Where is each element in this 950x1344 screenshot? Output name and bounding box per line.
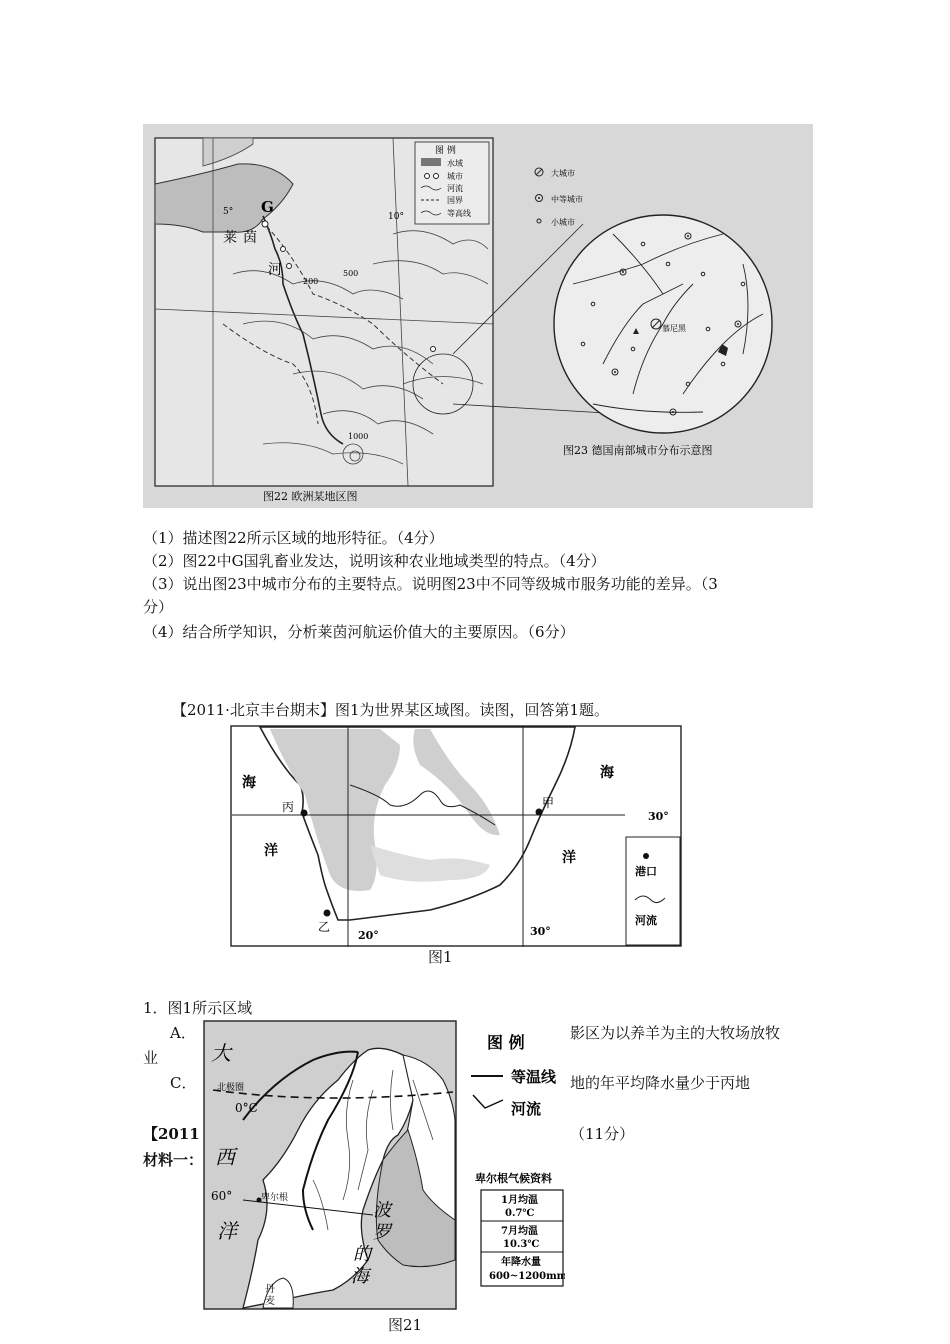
lon-30-label: 30°: [530, 925, 551, 938]
figure-1: [230, 725, 682, 949]
contour-label-200: 200: [303, 277, 319, 286]
fig23-legend-medium: 中等城市: [551, 195, 583, 204]
fig21-label-de: 的: [353, 1244, 371, 1265]
q1-optC-start: C．: [170, 1074, 197, 1092]
fig21-label-xi: 西: [215, 1145, 235, 1169]
fig23-caption: 图23 德国南部城市分布示意图: [563, 444, 713, 457]
climate-precip-label: 年降水量: [501, 1257, 541, 1268]
climate-jan-value: 0.7℃: [505, 1208, 535, 1219]
question-1: （1）描述图22所示区域的地形特征。（4分）: [143, 529, 444, 547]
figure-21: [203, 1020, 565, 1310]
climate-jan-label: 1月均温: [501, 1195, 538, 1206]
q1-optA-end: 影区为以养羊为主的大牧场放牧: [570, 1024, 781, 1042]
figure-21-map: [203, 1020, 565, 1310]
contour-label-500: 500: [343, 269, 359, 278]
sea-label-right: 海: [600, 765, 614, 781]
fig21-label-dan: 丹: [265, 1284, 275, 1295]
contour-label-1000: 1000: [348, 432, 369, 441]
climate-jul-value: 10.3℃: [503, 1239, 540, 1250]
intro-text: 【2011·北京丰台期末】图1为世界某区域图。读图，回答第1题。: [172, 701, 610, 719]
fig21-label-zero: 0°C: [235, 1101, 258, 1115]
fig21-legend-river: 河流: [511, 1100, 542, 1118]
figure-1-map: [230, 725, 682, 949]
question-2: （2）图22中G国乳畜业发达，说明该种农业地域类型的特点。（4分）: [143, 552, 606, 570]
q1-optA-cont: 业: [143, 1049, 159, 1067]
fig21-legend-isotherm: 等温线: [511, 1068, 557, 1086]
ocean-label-right: 洋: [562, 850, 576, 866]
fig21-legend-title: 图 例: [487, 1033, 525, 1052]
q2-score: （11分）: [570, 1125, 635, 1143]
rhine-char-2: 茵: [243, 230, 257, 246]
sea-label-left: 海: [242, 775, 256, 791]
fig21-label-hai: 海: [351, 1266, 369, 1287]
climate-jul-label: 7月均温: [501, 1226, 538, 1237]
q1-optA-start: A．: [170, 1024, 196, 1042]
fig22-legend-title: 图 例: [435, 146, 456, 156]
fig21-label-mai: 麦: [265, 1296, 275, 1307]
fig22-legend-contour: 等高线: [447, 209, 471, 218]
fig21-label-bo: 波: [373, 1200, 391, 1221]
question-4: （4）结合所学知识，分析莱茵河航运价值大的主要原因。（6分）: [143, 623, 575, 641]
question-3: （3）说出图23中城市分布的主要特点。说明图23中不同等级城市服务功能的差异。（3: [143, 575, 718, 593]
ocean-label-left: 洋: [264, 843, 278, 859]
fig23-legend-small: 小城市: [551, 218, 575, 227]
climate-title: 卑尔根气候资料: [475, 1172, 552, 1185]
port-yi-label: 乙: [318, 920, 331, 934]
lat-30-label: 30°: [648, 810, 669, 823]
fig22-legend-river: 河流: [447, 184, 463, 193]
figure-22-23-map: [143, 124, 813, 508]
figure-22-23: [143, 124, 813, 508]
lon-10-label: 10°: [388, 212, 404, 222]
fig22-caption: 图22 欧洲某地区图: [263, 490, 358, 503]
rhine-char-1: 莱: [223, 230, 237, 246]
fig21-label-sixty: 60°: [211, 1189, 233, 1203]
q1-stem: 1．图1所示区域: [143, 999, 253, 1017]
fig22-legend-city: 城市: [447, 172, 463, 181]
fig21-label-yang: 洋: [217, 1219, 237, 1243]
fig23-legend-large: 大城市: [551, 169, 575, 178]
lon-5-label: 5°: [223, 207, 234, 217]
fig21-caption: 图21: [388, 1316, 423, 1334]
country-g-label: G: [261, 198, 274, 216]
fig21-label-city: 卑尔根: [261, 1193, 289, 1203]
q1-optC-end: 地的年平均降水量少于丙地: [570, 1074, 751, 1092]
legend-river: 河流: [635, 914, 657, 927]
fig1-caption: 图1: [428, 948, 453, 966]
port-jia-label: 甲: [542, 796, 555, 810]
q2-head: 【2011: [143, 1125, 200, 1143]
climate-precip-value: 600~1200mm: [489, 1271, 565, 1282]
fig23-city-label: 慕尼黑: [662, 324, 686, 333]
fig21-label-da: 大: [211, 1041, 231, 1065]
legend-port: 港口: [635, 865, 657, 878]
fig22-legend-border: 国界: [447, 196, 463, 205]
q2-material: 材料一：: [143, 1151, 204, 1169]
fig21-label-luo: 罗: [373, 1222, 391, 1243]
fig22-legend-water: 水域: [447, 159, 463, 168]
question-3-cont: 分）: [143, 598, 174, 616]
fig21-label-arctic: 北极圈: [217, 1083, 245, 1093]
rhine-char-3: 河: [268, 262, 282, 278]
port-bing-label: 丙: [282, 800, 295, 814]
lon-20-label: 20°: [358, 929, 379, 942]
